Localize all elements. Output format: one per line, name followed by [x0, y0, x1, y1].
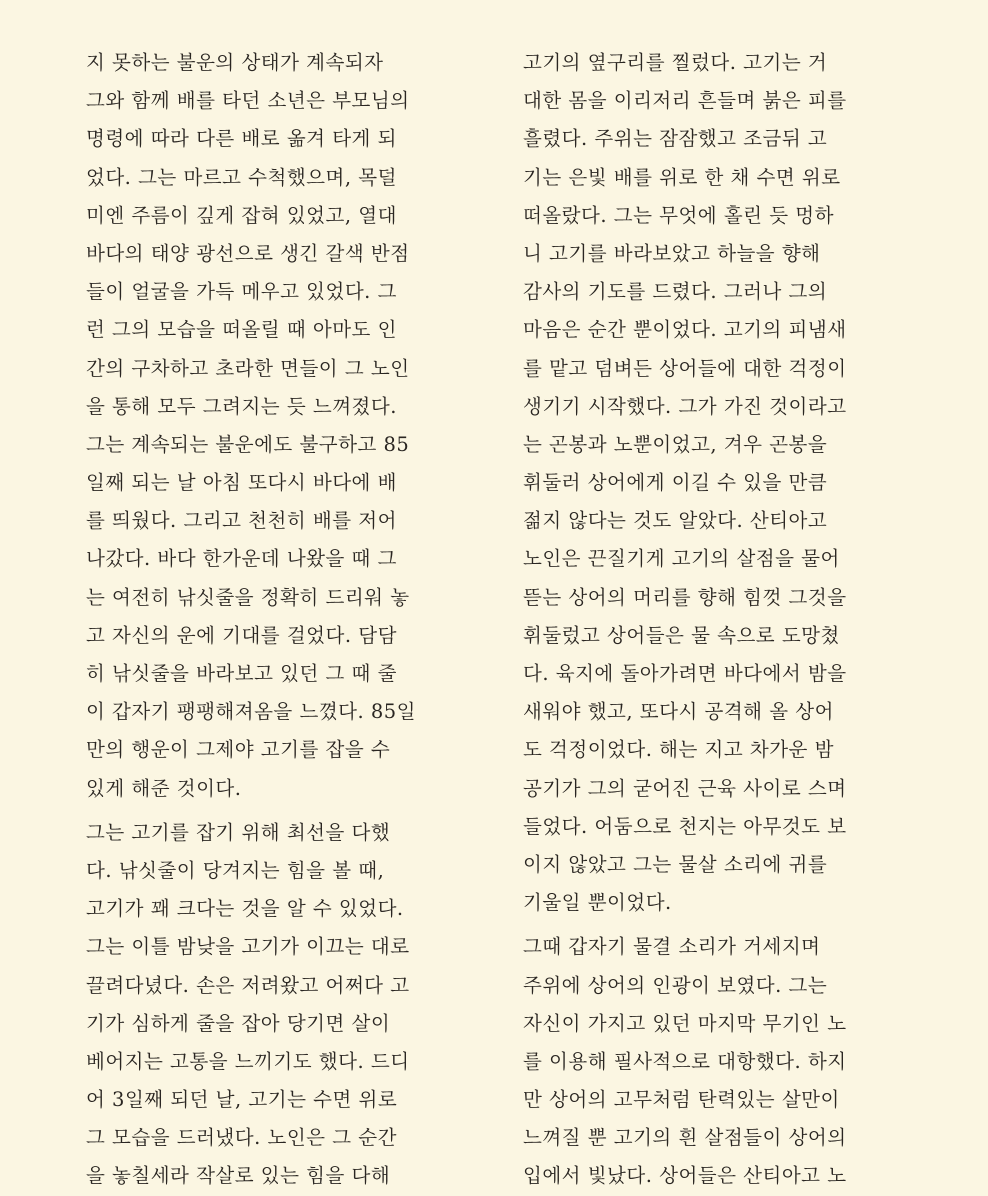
text-line: 기가 심하게 줄을 잡아 당기면 살이 — [86, 1011, 391, 1035]
text-line: 자신이 가지고 있던 마지막 무기인 노 — [523, 1011, 847, 1035]
text-line: 는 여전히 낚싯줄을 정확히 드리워 놓 — [86, 585, 410, 609]
text-line: 들이 얼굴을 가득 메우고 있었다. 그 — [86, 280, 397, 304]
text-line: 간의 구차하고 초라한 면들이 그 노인 — [86, 356, 410, 380]
text-line: 이지 않았고 그는 물살 소리에 귀를 — [523, 852, 828, 876]
text-line: 끌려다녔다. 손은 저려왔고 어쩌다 고 — [86, 973, 410, 997]
text-line: 만의 행운이 그제야 고기를 잡을 수 — [86, 738, 391, 762]
text-line: 새워야 했고, 또다시 공격해 올 상어 — [523, 700, 834, 724]
text-line: 마음은 순간 뿐이었다. 고기의 피냄새 — [523, 318, 847, 342]
text-line: 기는 은빛 배를 위로 한 채 수면 위로 — [523, 165, 841, 189]
text-line: 는 곤봉과 노뿐이었고, 겨우 곤봉을 — [523, 432, 828, 456]
text-line: 휘둘러 상어에게 이길 수 있을 만큼 — [523, 471, 828, 495]
text-line: 을 놓칠세라 작살로 있는 힘을 다해 — [86, 1164, 391, 1188]
text-line: 느껴질 뿐 고기의 흰 살점들이 상어의 — [523, 1126, 847, 1150]
text-line: 을 통해 모두 그려지는 듯 느껴졌다. — [86, 394, 397, 418]
text-line: 일째 되는 날 아침 또다시 바다에 배 — [86, 471, 397, 495]
text-line: 있게 해준 것이다. — [86, 776, 242, 800]
text-line: 그때 갑자기 물결 소리가 거세지며 — [523, 935, 821, 959]
text-line: 히 낚싯줄을 바라보고 있던 그 때 줄 — [86, 662, 397, 685]
text-line: 감사의 기도를 드렸다. 그러나 그의 — [523, 280, 828, 304]
text-line: 고기가 꽤 크다는 것을 알 수 있었다. — [86, 897, 404, 921]
text-line: 었다. 그는 마르고 수척했으며, 목덜 — [86, 165, 397, 189]
text-line: 입에서 빛났다. 상어들은 산티아고 노 — [523, 1164, 847, 1188]
left-column — [86, 44, 476, 1196]
text-line: 생기기 시작했다. 그가 가진 것이라고 — [523, 394, 847, 418]
right-paragraph-2 — [523, 928, 903, 1195]
text-line: 그는 이틀 밤낮을 고기가 이끄는 대로 — [86, 935, 410, 959]
left-paragraph-2 — [86, 814, 476, 1196]
text-line: 나갔다. 바다 한가운데 나왔을 때 그 — [86, 547, 397, 571]
text-line: 이 갑자기 팽팽해져옴을 느꼈다. 85일 — [86, 700, 417, 724]
text-line: 기울일 뿐이었다. — [523, 891, 672, 915]
text-line: 고기의 옆구리를 찔렀다. 고기는 거 — [523, 51, 828, 74]
text-line: 들었다. 어둠으로 천지는 아무것도 보 — [523, 814, 847, 838]
text-line: 지 못하는 불운의 상태가 계속되자 — [86, 51, 384, 74]
left-paragraph-1 — [86, 44, 476, 808]
text-line: 그 모습을 드러냈다. 노인은 그 순간 — [86, 1126, 397, 1150]
text-line: 주위에 상어의 인광이 보였다. 그는 — [523, 973, 828, 997]
text-line: 다. 육지에 돌아가려면 바다에서 밤을 — [523, 662, 847, 685]
text-line: 를 이용해 필사적으로 대항했다. 하지 — [523, 1049, 847, 1073]
text-line: 바다의 태양 광선으로 생긴 갈색 반점 — [86, 241, 410, 265]
text-line: 떠올랐다. 그는 무엇에 홀린 듯 멍하 — [523, 203, 834, 227]
text-line: 그는 계속되는 불운에도 불구하고 85 — [86, 432, 410, 456]
text-line: 고 자신의 운에 기대를 걸었다. 담담 — [86, 623, 397, 647]
text-line: 뜯는 상어의 머리를 향해 힘껏 그것을 — [523, 585, 847, 609]
text-line: 어 3일째 되던 날, 고기는 수면 위로 — [86, 1088, 398, 1112]
text-line: 그와 함께 배를 타던 소년은 부모님의 — [86, 89, 410, 113]
text-line: 흘렸다. 주위는 잠잠했고 조금뒤 고 — [523, 127, 828, 151]
text-line: 를 띄웠다. 그리고 천천히 배를 저어 — [86, 509, 397, 533]
text-line: 미엔 주름이 깊게 잡혀 있었고, 열대 — [86, 203, 397, 227]
text-line: 를 맡고 덤벼든 상어들에 대한 걱정이 — [523, 356, 847, 380]
text-line: 니 고기를 바라보았고 하늘을 향해 — [523, 241, 821, 265]
right-column — [523, 44, 903, 1196]
text-line: 공기가 그의 굳어진 근육 사이로 스며 — [523, 776, 847, 800]
text-line: 도 걱정이었다. 해는 지고 차가운 밤 — [523, 738, 834, 762]
text-line: 다. 낚싯줄이 당겨지는 힘을 볼 때, — [86, 858, 385, 882]
text-line: 그는 고기를 잡기 위해 최선을 다했 — [86, 820, 391, 844]
right-paragraph-1 — [523, 44, 903, 922]
text-line: 노인은 끈질기게 고기의 살점을 물어 — [523, 547, 840, 571]
text-line: 휘둘렀고 상어들은 물 속으로 도망쳤 — [523, 623, 840, 647]
text-line: 런 그의 모습을 떠올릴 때 아마도 인 — [86, 318, 397, 342]
text-line: 베어지는 고통을 느끼기도 했다. 드디 — [86, 1049, 410, 1073]
text-line: 대한 몸을 이리저리 흔들며 붉은 피를 — [523, 89, 847, 113]
text-line: 만 상어의 고무처럼 탄력있는 살만이 — [523, 1088, 840, 1112]
text-line: 젊지 않다는 것도 알았다. 산티아고 — [523, 509, 828, 533]
text-line: 명령에 따라 다른 배로 옮겨 타게 되 — [86, 127, 397, 151]
